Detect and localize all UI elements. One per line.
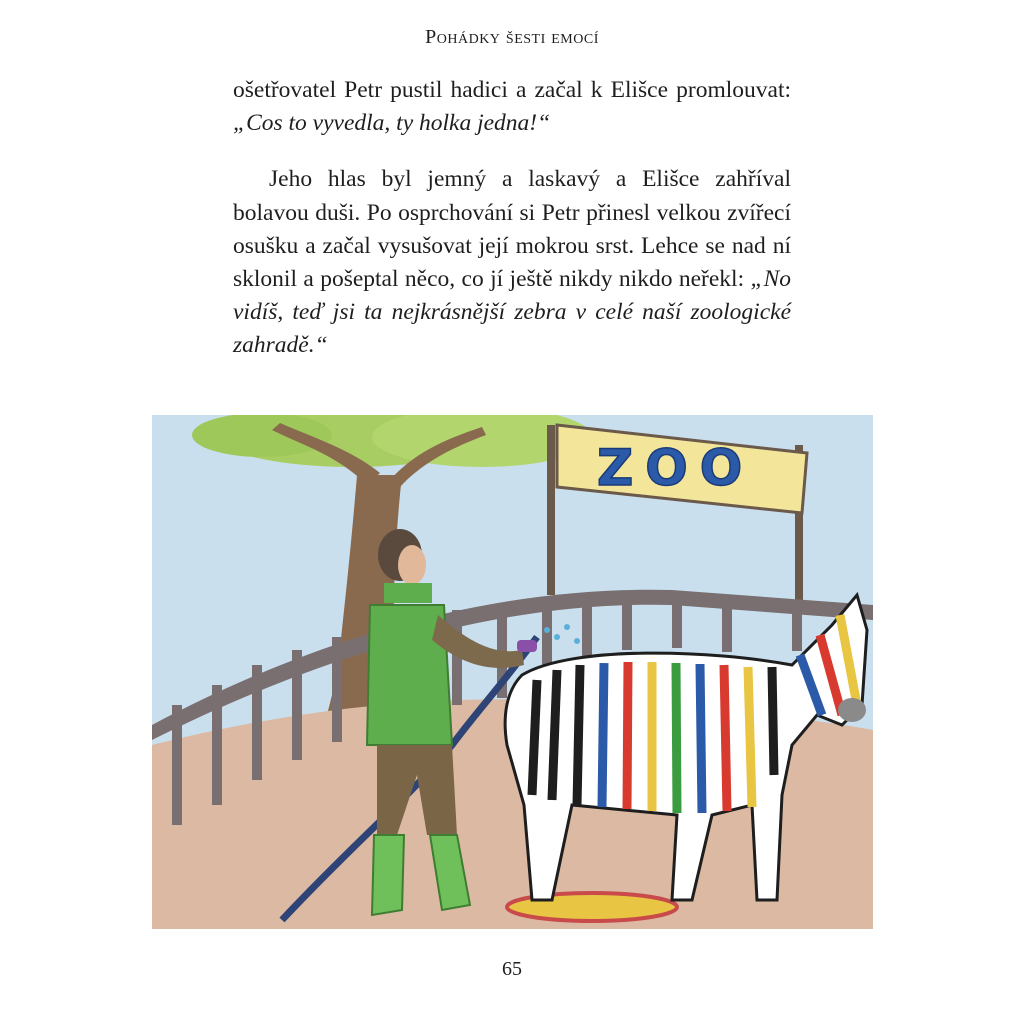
paragraph-1-quote: „Cos to vyvedla, ty holka jedna!“ xyxy=(233,110,551,137)
zoo-sign-text: ZOO xyxy=(597,439,755,497)
body-text xyxy=(233,74,791,363)
zoo-illustration xyxy=(152,415,873,929)
paragraph-1-text: ošetřovatel Petr pustil hadici a začal k Elišce promlouvat: xyxy=(233,77,791,103)
page-number: 65 xyxy=(502,958,522,980)
paragraph-2-text: Jeho hlas byl jemný a laskavý a Elišce zahříval bolavou duši. Po osprchování si Petr přinesl velkou zvířecí osušku a začal vysušovat její mokrou srst. Lehce se nad ní sklonil a pošeptal něco, co jí ještě nikdy nikdo neřekl: xyxy=(233,166,791,293)
paragraph-1 xyxy=(233,74,791,140)
paragraph-2-quote: „No vidíš, teď jsi ta nejkrásnější zebra v celé naší zoologické zahradě.“ xyxy=(233,266,791,359)
running-header: Pohádky šesti emocí xyxy=(425,26,599,48)
sign-post-left xyxy=(547,425,555,595)
zoo-illustration-drawing xyxy=(152,415,873,929)
paragraph-2 xyxy=(233,163,791,362)
